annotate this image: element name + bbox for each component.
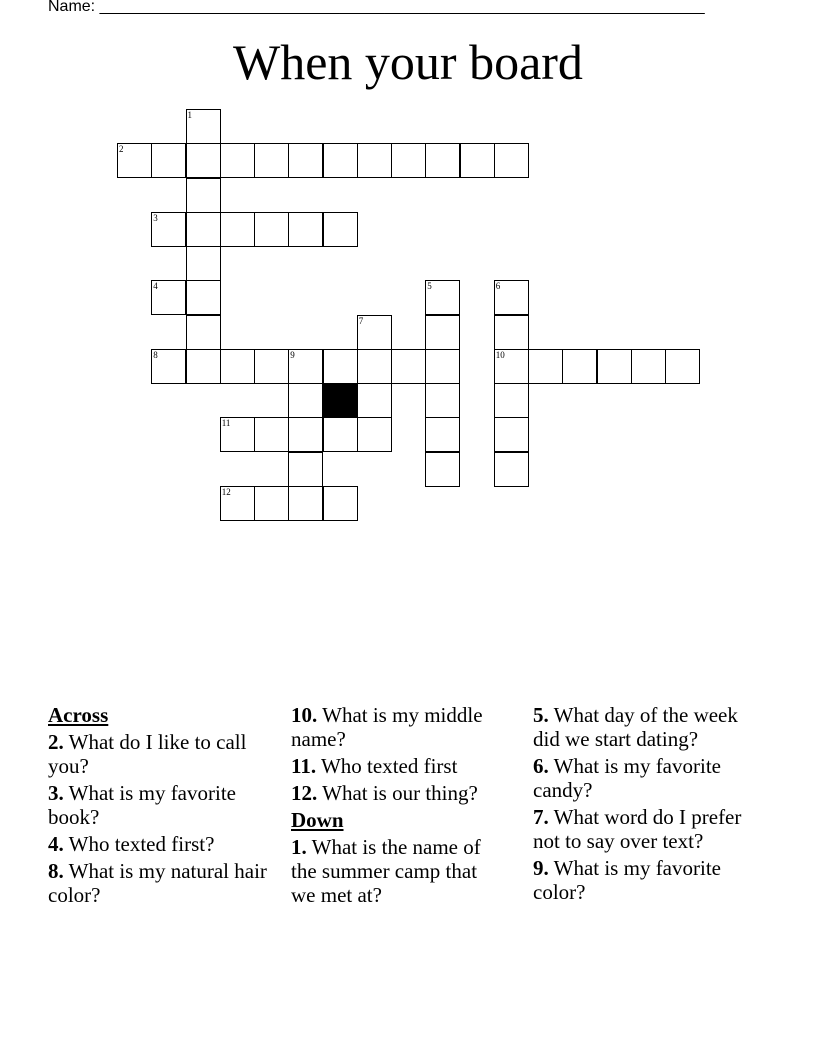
grid-cell[interactable] <box>220 417 255 452</box>
grid-cell[interactable] <box>494 452 529 487</box>
down-heading: Down <box>291 808 344 832</box>
grid-cell[interactable] <box>186 212 221 247</box>
grid-cell[interactable] <box>288 349 323 384</box>
cell-number: 8 <box>153 349 158 360</box>
grid-cell[interactable] <box>631 349 666 384</box>
puzzle-title: When your board <box>233 34 583 90</box>
clue-across-3: 3. What is my favorite book? <box>48 781 236 829</box>
clue-across-4: 4. Who texted first? <box>48 832 215 856</box>
grid-cell[interactable] <box>186 315 221 350</box>
grid-cell[interactable] <box>186 349 221 384</box>
clue-across-10: 10. What is my middle name? <box>291 703 483 751</box>
clue-across-2: 2. What do I like to call you? <box>48 730 247 778</box>
cell-number: 4 <box>153 281 158 292</box>
grid-cell[interactable] <box>254 212 289 247</box>
grid-cell[interactable] <box>494 349 529 384</box>
cell-number: 1 <box>187 110 192 120</box>
cell-number: 12 <box>221 486 231 497</box>
grid-cell[interactable] <box>357 315 392 350</box>
clue-down-7: 7. What word do I prefer not to say over text? <box>533 805 742 853</box>
clue-column-2 <box>291 703 506 910</box>
clue-across-12: 12. What is our thing? <box>291 781 478 805</box>
cell-number: 7 <box>358 315 364 326</box>
grid-cell[interactable] <box>391 349 426 384</box>
grid-cell[interactable] <box>254 349 289 384</box>
grid-cell[interactable] <box>151 143 186 178</box>
grid-cell[interactable] <box>151 349 186 384</box>
grid-cell[interactable] <box>357 383 392 418</box>
clue-column-3 <box>533 703 758 907</box>
grid-cell[interactable] <box>220 143 255 178</box>
cell-number: 5 <box>427 281 432 292</box>
clue-column-1 <box>48 703 288 910</box>
grid-cell[interactable] <box>460 143 495 178</box>
grid-cell[interactable] <box>494 383 529 418</box>
grid-cell[interactable] <box>494 417 529 452</box>
grid-cell[interactable] <box>186 143 221 178</box>
grid-cell[interactable] <box>494 280 529 315</box>
across-heading: Across <box>48 703 109 727</box>
cell-number: 9 <box>290 349 295 360</box>
grid-cell[interactable] <box>186 280 221 315</box>
grid-cell[interactable] <box>254 486 289 521</box>
grid-cell[interactable] <box>220 349 255 384</box>
clue-across-11: 11. Who texted first <box>291 754 458 778</box>
grid-cell[interactable] <box>323 143 358 178</box>
grid-cell[interactable] <box>254 143 289 178</box>
cell-number: 11 <box>221 418 231 429</box>
grid-cell[interactable] <box>186 178 221 213</box>
grid-cell[interactable] <box>288 452 323 487</box>
grid-cell[interactable] <box>288 486 323 521</box>
clue-down-1: 1. What is the name of the summer camp that we met at? <box>291 835 481 907</box>
grid-cell[interactable] <box>323 212 358 247</box>
grid-cell[interactable] <box>288 143 323 178</box>
grid-cell[interactable] <box>288 212 323 247</box>
grid-cell[interactable] <box>357 143 392 178</box>
grid-cell[interactable] <box>665 349 700 384</box>
cell-number: 6 <box>495 281 501 292</box>
grid-cell[interactable] <box>425 383 460 418</box>
grid-cell[interactable] <box>220 486 255 521</box>
grid-cell[interactable] <box>186 246 221 281</box>
clue-down-9: 9. What is my favorite color? <box>533 856 721 904</box>
grid-cell[interactable] <box>288 383 323 418</box>
grid-cell[interactable] <box>425 143 460 178</box>
black-cell <box>323 383 358 418</box>
grid-cell[interactable] <box>357 417 392 452</box>
grid-cell[interactable] <box>254 417 289 452</box>
grid-cell[interactable] <box>391 143 426 178</box>
grid-cell[interactable] <box>528 349 563 384</box>
grid-cell[interactable] <box>323 417 358 452</box>
grid-cell[interactable] <box>357 349 392 384</box>
name-field-label: Name: ____________________________________________________________________ <box>48 0 705 15</box>
clue-down-6: 6. What is my favorite candy? <box>533 754 721 802</box>
grid-cell[interactable] <box>323 486 358 521</box>
grid-cell[interactable] <box>151 212 186 247</box>
grid-cell[interactable] <box>323 349 358 384</box>
cell-number: 3 <box>153 212 158 223</box>
grid-cell[interactable] <box>597 349 632 384</box>
grid-cell[interactable] <box>494 143 529 178</box>
grid-cell[interactable] <box>220 212 255 247</box>
clue-down-5: 5. What day of the week did we start dating? <box>533 703 738 751</box>
grid-cell[interactable] <box>288 417 323 452</box>
clue-across-8: 8. What is my natural hair color? <box>48 859 267 907</box>
grid-cell[interactable] <box>186 109 221 144</box>
grid-cell[interactable] <box>562 349 597 384</box>
cell-number: 2 <box>119 144 124 155</box>
grid-cell[interactable] <box>494 315 529 350</box>
grid-cell[interactable] <box>117 143 152 178</box>
cell-number: 10 <box>495 349 505 360</box>
grid-cell[interactable] <box>425 315 460 350</box>
grid-cell[interactable] <box>425 452 460 487</box>
grid-cell[interactable] <box>151 280 186 315</box>
grid-cell[interactable] <box>425 280 460 315</box>
grid-cell[interactable] <box>425 417 460 452</box>
grid-cell[interactable] <box>425 349 460 384</box>
